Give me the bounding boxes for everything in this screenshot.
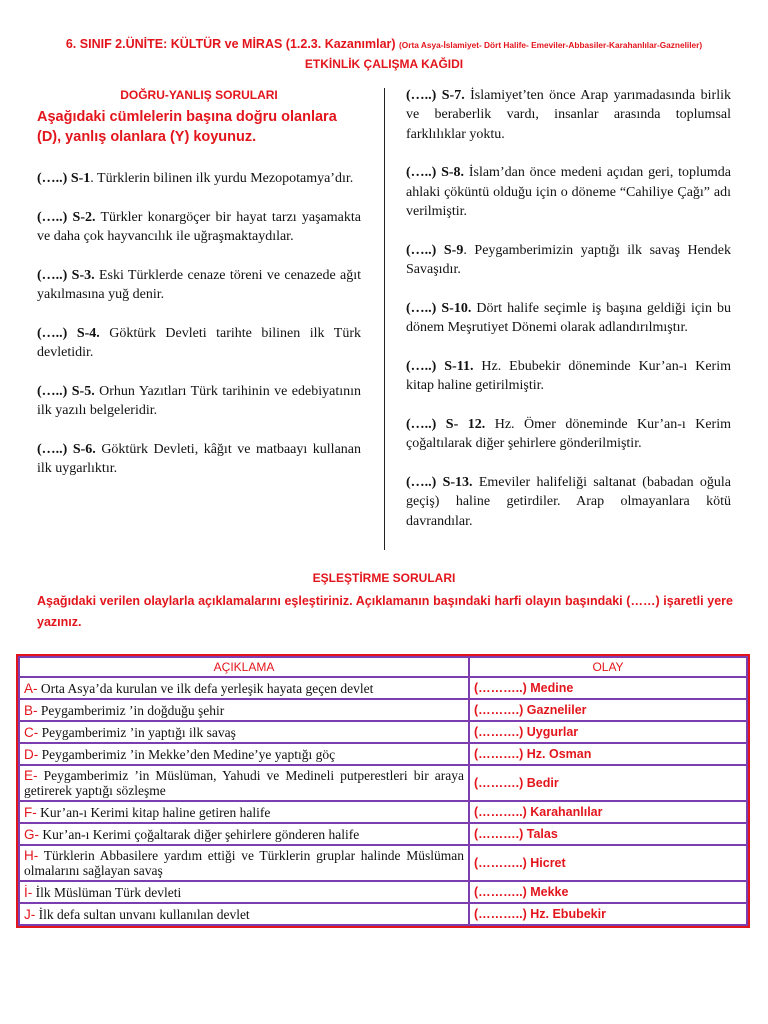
question-label[interactable]: (…..) S-6. [37,442,96,458]
event-cell[interactable]: (……….) Talas [469,823,747,845]
row-letter: İ- [24,884,33,900]
table-row [19,903,747,925]
description-cell [19,801,469,823]
question-text: Göktürk Devleti, kâğıt ve matbaayı kullanan ilk uygarlıktır. [37,442,361,477]
question-5 [37,382,361,421]
question-text: Hz. Ebubekir döneminde Kur’an-ı Kerim kitap haline getirilmiştir. [406,358,732,394]
question-text: . Peygamberimizin yaptığı ilk savaş Hendek Savaşıdır. [406,242,732,278]
question-text: Göktürk Devleti tarihte bilinen ilk Türk devletidir. [37,325,361,361]
question-label[interactable]: (…..) S-13. [406,475,473,491]
question-text: Emeviler halifeliği saltanat (babadan oğula geçiş) haline getirdiler. Arap olmayanlara kötü davrandılar. [406,475,731,529]
matching-table [16,654,750,928]
question-label[interactable]: (…..) S-4. [37,325,100,341]
question-text: Eski Türklerde cenaze töreni ve cenazede ağıt yakılmasına yuğ denir. [37,267,361,303]
description-cell [19,699,469,721]
column-header-event: OLAY [469,657,747,677]
matching-instruction: Aşağıdaki verilen olaylarla açıklamalarını eşleştiriniz. Açıklamanın başındaki harfi olayın başındaki (……) işaretli yere yazınız. [37,594,733,629]
question-9 [406,241,731,280]
row-letter: H- [24,848,39,863]
question-13 [406,473,731,531]
description-text: Orta Asya’da kurulan ve ilk defa yerleşik hayata geçen devlet [37,680,374,696]
description-cell [19,823,469,845]
table-row [19,881,747,903]
table-row [19,699,747,721]
description-cell [19,743,469,765]
true-false-heading: DOĞRU-YANLIŞ SORULARI [120,88,278,102]
table-row [19,743,747,765]
description-text: Türklerin Abbasilere yardım ettiği ve Türklerin gruplar halinde Müslüman olmalarını sağlayan savaş [24,848,464,878]
row-letter: F- [24,804,37,820]
description-text: Peygamberimiz ’in Müslüman, Yahudi ve Medineli putperestleri bir araya getirerek yaptığı sözleşme [24,768,464,798]
title-main: 6. SINIF 2.ÜNİTE: KÜLTÜR ve MİRAS (1.2.3. Kazanımlar) [65,37,396,51]
question-text: Hz. Ömer döneminde Kur’an-ı Kerim çoğaltılarak diğer şehirlere gönderilmiştir. [406,417,731,452]
question-3 [37,266,361,305]
event-cell[interactable]: (………..) Hicret [469,845,747,881]
question-4 [37,324,361,363]
description-text: Kur’an-ı Kerimi kitap haline getiren halife [36,804,271,820]
question-label[interactable]: (…..) S-8. [406,165,465,181]
table-row [19,801,747,823]
question-label[interactable]: (…..) S-11. [406,358,474,374]
question-text: İslamiyet’ten önce Arap yarımadasında birlik ve beraberlik vardı, insanlar arasında toplumsal farklılıklar yoktu. [406,88,732,142]
question-text: Orhun Yazıtları Türk tarihinin ve edebiyatının ilk yazılı belgeleridir. [37,384,361,419]
description-text: Peygamberimiz ’in doğduğu şehir [37,702,225,718]
row-letter: D- [24,746,39,762]
true-false-instruction: Aşağıdaki cümlelerin başına doğru olanlara (D), yanlış olanlara (Y) koyunuz. [37,109,337,145]
question-1 [37,169,361,188]
question-text: Türkler konargöçer bir hayat tarzı yaşamakta ve daha çok hayvancılık ile uğraşmaktaydılar. [37,209,361,245]
question-label[interactable]: (…..) S-2. [37,209,96,225]
description-text: Kur’an-ı Kerimi çoğaltarak diğer şehirlere gönderen halife [39,826,360,842]
question-text: İslam’dan önce medeni açıdan geri, toplumda ahlaki çöküntü olduğu için o döneme “Cahiliye Çağı” adı verilmiştir. [406,165,732,219]
true-false-right-column [406,86,731,551]
question-label[interactable]: (…..) S-5. [37,384,95,400]
description-text: Peygamberimiz ’in yaptığı ilk savaş [38,724,236,740]
table-row [19,721,747,743]
question-label[interactable]: (…..) S-9 [406,242,464,258]
event-cell[interactable]: (………..) Medine [469,677,747,699]
row-letter: C- [24,724,39,740]
table-row [19,677,747,699]
question-text: . Türklerin bilinen ilk yurdu Mezopotamya’dır. [90,171,354,186]
table-row [19,823,747,845]
column-divider [384,88,385,550]
description-cell [19,881,469,903]
question-6 [37,440,361,479]
description-cell [19,765,469,801]
row-letter: J- [24,906,36,922]
row-letter: A- [24,680,38,696]
question-11 [406,357,731,396]
question-label[interactable]: (…..) S-10. [406,300,472,316]
description-text: Peygamberimiz ’in Mekke’den Medine’ye yaptığı göç [38,746,336,762]
event-cell[interactable]: (………..) Karahanlılar [469,801,747,823]
question-label[interactable]: (…..) S-1 [37,171,91,186]
event-cell[interactable]: (………..) Mekke [469,881,747,903]
event-cell[interactable]: (……….) Hz. Osman [469,743,747,765]
question-2 [37,208,361,247]
matching-heading: EŞLEŞTİRME SORULARI [312,571,456,585]
column-header-description: AÇIKLAMA [19,657,469,677]
question-12 [406,415,731,454]
description-text: İlk defa sultan unvanı kullanılan devlet [35,906,250,922]
event-cell[interactable]: (………..) Hz. Ebubekir [469,903,747,925]
description-cell [19,845,469,881]
question-label[interactable]: (…..) S-7. [406,88,465,103]
table-row [19,765,747,801]
question-10 [406,299,731,338]
description-cell [19,721,469,743]
page-title [0,37,768,51]
event-cell[interactable]: (……….) Bedir [469,765,747,801]
description-text: İlk Müslüman Türk devleti [32,884,182,900]
page-subtitle: ETKİNLİK ÇALIŞMA KAĞIDI [304,57,464,71]
true-false-left-column [37,88,361,498]
question-label[interactable]: (…..) S- 12. [406,417,486,433]
description-cell [19,903,469,925]
event-cell[interactable]: (……….) Uygurlar [469,721,747,743]
question-text: Dört halife seçimle iş başına geldiği için bu dönem Meşrutiyet Dönemi olarak adlandırılmıştır. [406,300,731,336]
title-sub: (Orta Asya-İslamiyet- Dört Halife- Emeviler-Abbasiler-Karahanlılar-Gazneliler) [399,40,703,50]
question-8 [406,163,731,221]
table-row [19,845,747,881]
event-cell[interactable]: (……….) Gazneliler [469,699,747,721]
row-letter: G- [24,826,39,842]
description-cell [19,677,469,699]
question-label[interactable]: (…..) S-3. [37,267,95,283]
row-letter: E- [24,768,38,783]
question-7 [406,86,731,144]
row-letter: B- [24,702,38,718]
